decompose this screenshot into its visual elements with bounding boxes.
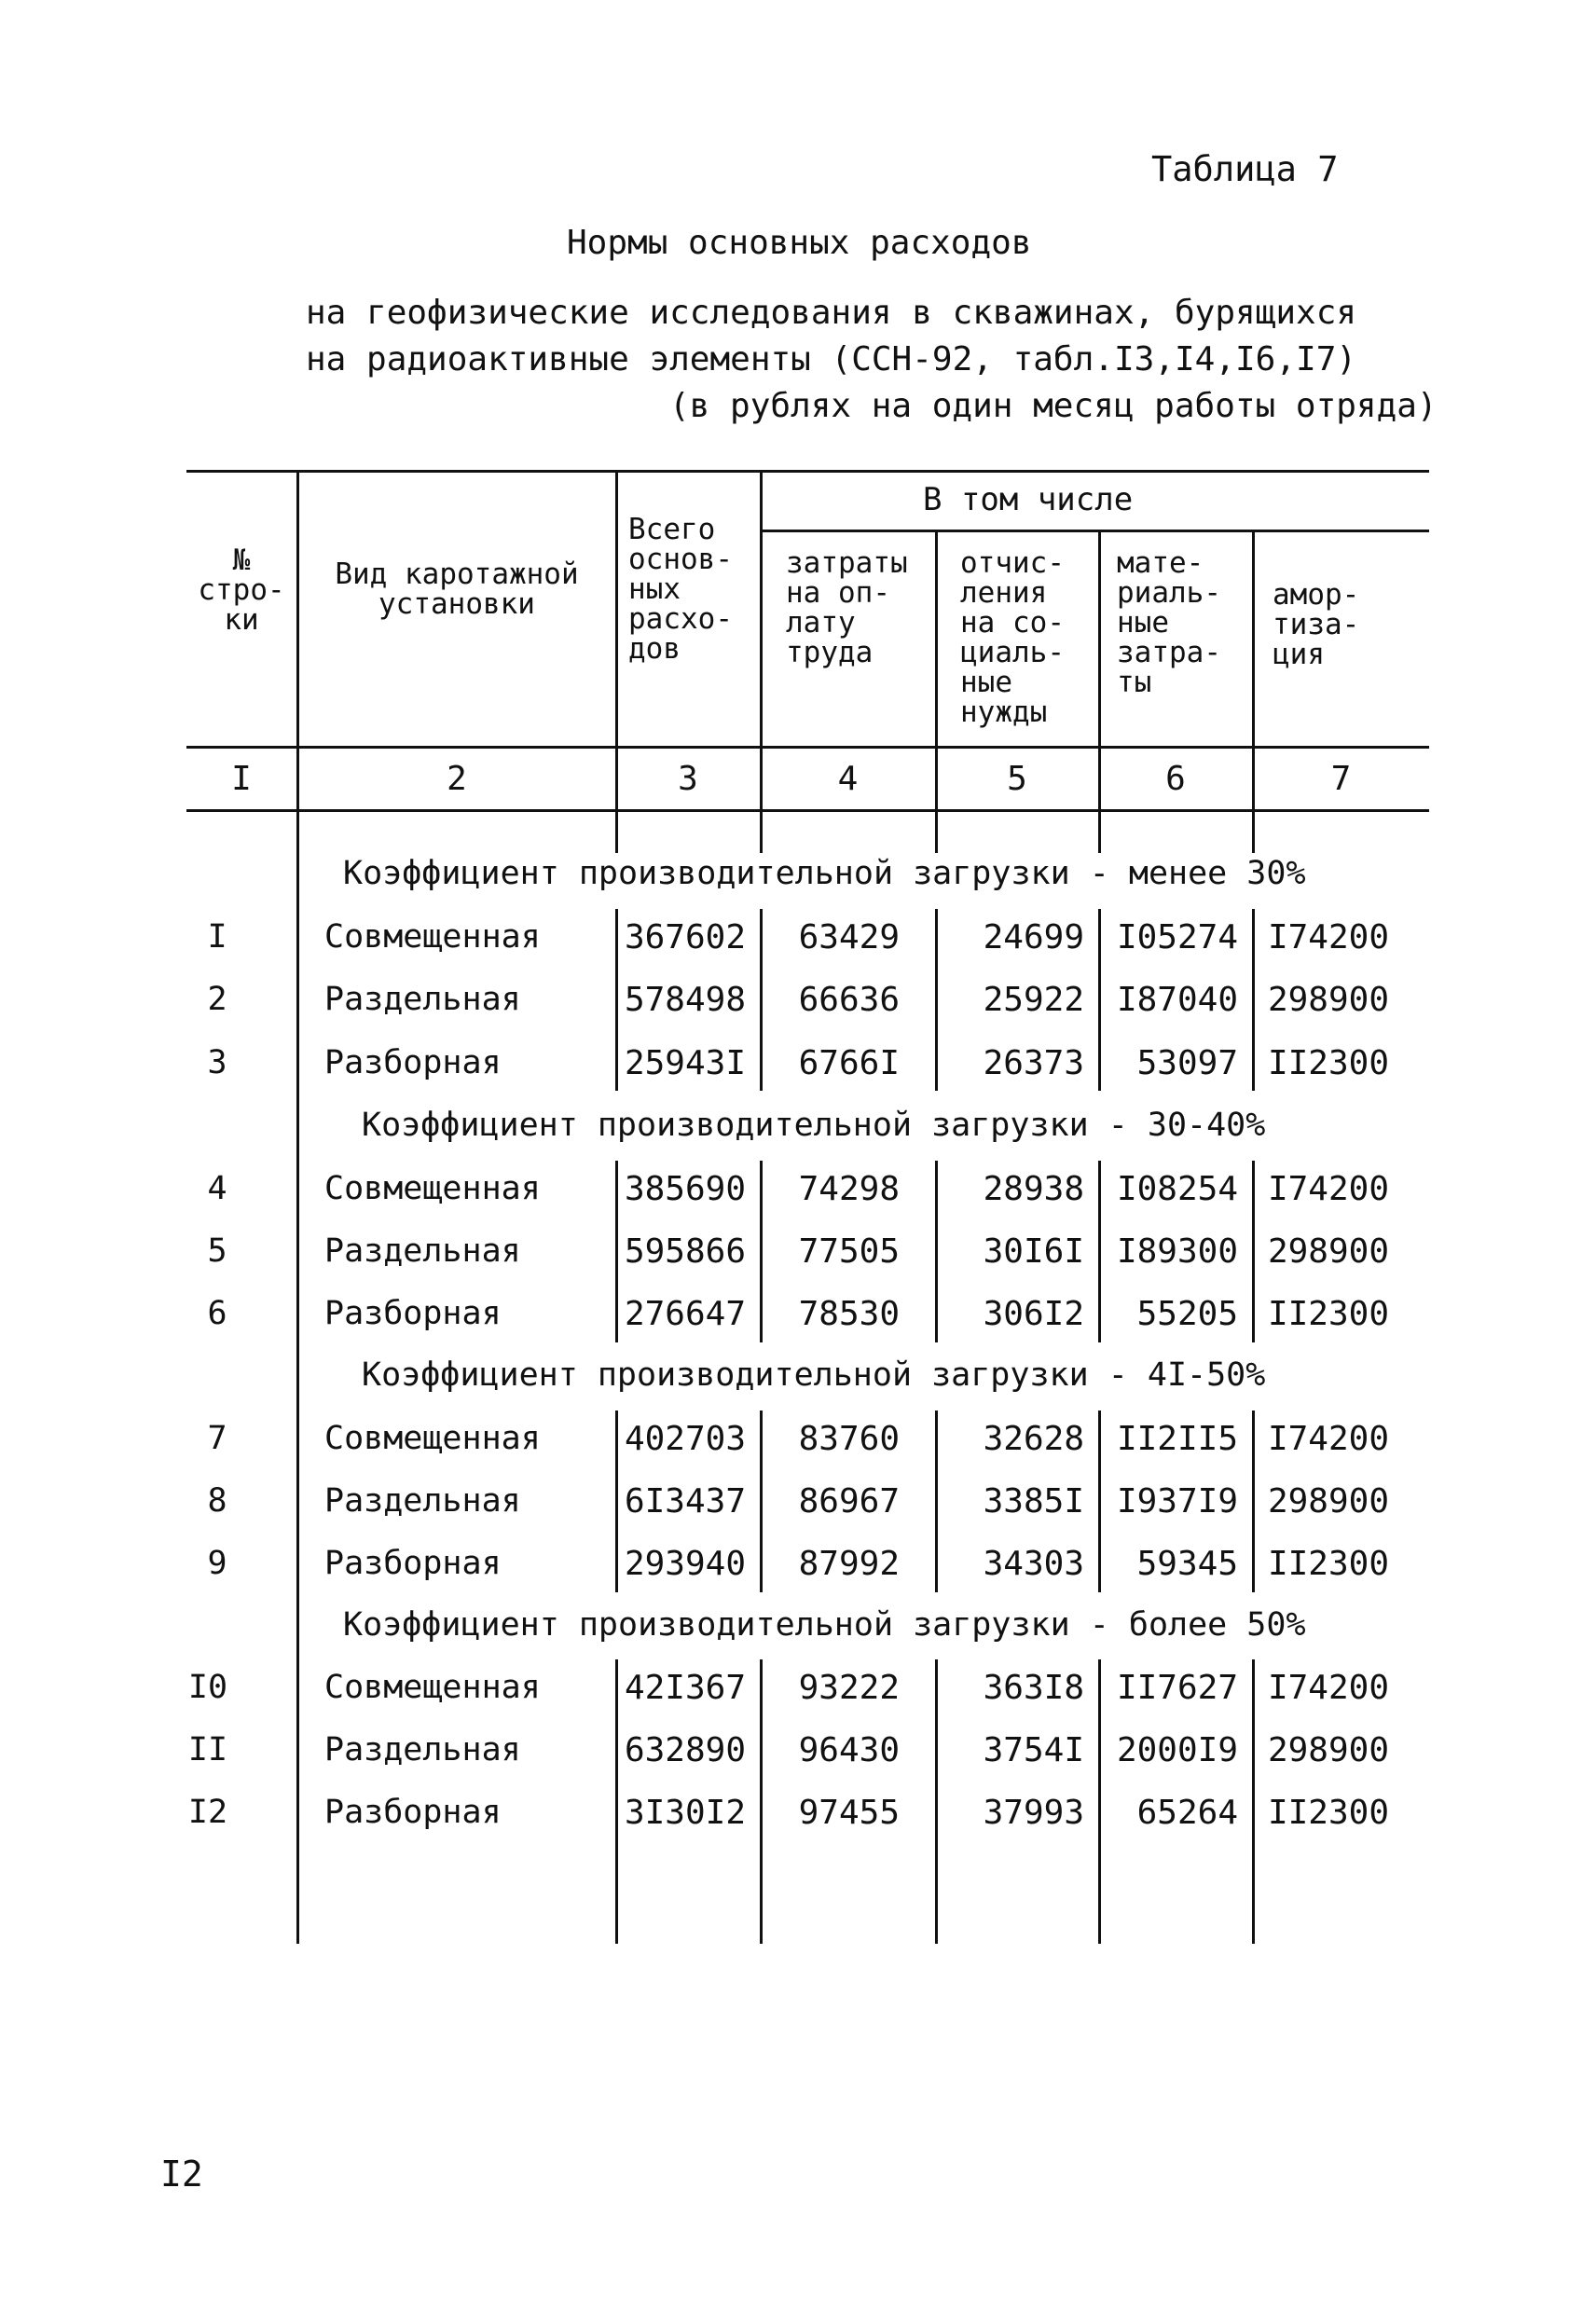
row-name: Совмещенная [324,918,541,956]
cell-amort: II2300 [1267,1044,1389,1082]
page-number: I2 [160,2154,203,2195]
cell-social: 25922 [983,981,1084,1019]
cell-total: 595866 [624,1232,746,1271]
cell-total: 367602 [624,918,746,956]
cell-labor: 74298 [798,1170,900,1208]
cell-social: 32628 [983,1420,1084,1458]
row-name: Разборная [324,1794,502,1831]
title-line-4: (в рублях на один месяц работы отряда) [669,387,1438,425]
column-separator [935,1846,938,1944]
cell-material: I937I9 [1116,1482,1238,1521]
row-name: Совмещенная [324,1170,541,1207]
cell-material: I05274 [1116,918,1238,956]
cell-social: 28938 [983,1170,1084,1208]
cell-labor: 6766I [798,1044,900,1082]
row-name: Совмещенная [324,1420,541,1457]
cell-amort: 298900 [1267,981,1389,1019]
cell-total: 3I30I2 [624,1794,746,1832]
row-number: 9 [207,1545,227,1582]
cell-amort: I74200 [1267,1669,1389,1707]
cell-amort: 298900 [1267,1731,1389,1769]
section-title: Коэффициент производительной загрузки - 4I-50% [362,1356,1266,1394]
cell-amort: 298900 [1267,1482,1389,1521]
cell-social: 363I8 [983,1669,1084,1707]
colnum-4: 4 [837,760,859,798]
header-sep-1 [296,470,299,811]
row-name: Раздельная [324,1731,521,1768]
cell-amort: II2300 [1267,1794,1389,1832]
cell-labor: 83760 [798,1420,900,1458]
cell-total: 385690 [624,1170,746,1208]
colnum-3: 3 [678,760,698,798]
row-name: Раздельная [324,981,521,1018]
cell-social: 30I6I [983,1232,1084,1271]
row-number: II [187,1731,228,1768]
row-number: I0 [187,1669,228,1706]
column-separator [615,811,618,853]
cell-material: I89300 [1116,1232,1238,1271]
header-col4: затраты на оп- лату труда [786,546,908,669]
colnum-7: 7 [1330,760,1352,798]
column-separator [760,811,763,853]
row-number: I2 [187,1794,228,1831]
cell-material: I08254 [1116,1170,1238,1208]
row-name: Раздельная [324,1482,521,1520]
column-separator [1252,1846,1255,1944]
cell-social: 306I2 [983,1295,1084,1333]
row-name: Разборная [324,1295,502,1332]
table-label: Таблица 7 [1151,149,1339,189]
cell-total: 293940 [624,1545,746,1583]
header-col7: амор- тиза- ция [1273,578,1360,671]
cell-material: II7627 [1116,1669,1238,1707]
group-under-rule [760,530,1429,532]
row-name: Разборная [324,1545,502,1582]
row-number: 8 [207,1482,227,1520]
column-separator [1252,811,1255,853]
column-separator [615,1846,618,1944]
cell-total: 42I367 [624,1669,746,1707]
row-number: I [207,918,227,956]
cell-material: 59345 [1136,1545,1238,1583]
cell-labor: 77505 [798,1232,900,1271]
cell-material: I87040 [1116,981,1238,1019]
cell-social: 26373 [983,1044,1084,1082]
cell-amort: II2300 [1267,1545,1389,1583]
cell-material: 53097 [1136,1044,1238,1082]
title-line-2: на геофизические исследования в скважинах, бурящихся [306,294,1357,332]
cell-total: 402703 [624,1420,746,1458]
row-name: Совмещенная [324,1669,541,1706]
cell-total: 25943I [624,1044,746,1082]
title-line-3: на радиоактивные элементы (ССН-92, табл.I3,I4,I6,I7) [306,340,1357,378]
cell-amort: I74200 [1267,1420,1389,1458]
cell-total: 632890 [624,1731,746,1769]
row-number: 4 [207,1170,227,1207]
cell-amort: II2300 [1267,1295,1389,1333]
row-number: 7 [207,1420,227,1457]
cell-labor: 87992 [798,1545,900,1583]
column-separator [1098,1846,1101,1944]
header-col6: мате- риаль- ные затра- ты [1117,546,1221,699]
colnum-2: 2 [447,760,467,798]
cell-total: 578498 [624,981,746,1019]
title-line-1: Нормы основных расходов [567,224,1032,262]
column-separator [935,811,938,853]
section-title: Коэффициент производительной загрузки - менее 30% [343,855,1306,892]
header-col5: отчис- ления на со- циаль- ные нужды [960,546,1065,729]
cell-amort: I74200 [1267,918,1389,956]
cell-labor: 93222 [798,1669,900,1707]
cell-amort: I74200 [1267,1170,1389,1208]
cell-social: 34303 [983,1545,1084,1583]
cell-material: 65264 [1136,1794,1238,1832]
colnum-1: I [231,760,252,798]
row-number: 5 [207,1232,227,1270]
cell-amort: 298900 [1267,1232,1389,1271]
cell-material: II2II5 [1116,1420,1238,1458]
section-title: Коэффициент производительной загрузки - более 50% [343,1606,1306,1644]
table-top-rule [186,470,1429,473]
row-number: 2 [207,981,227,1018]
cell-material: 55205 [1136,1295,1238,1333]
header-bottom-rule [186,746,1429,749]
header-col2: Вид каротажной установки [335,557,579,621]
header-col1: № стро- ки [198,544,285,637]
cell-labor: 66636 [798,981,900,1019]
colnum-6: 6 [1165,760,1186,798]
numbers-bottom-rule [186,809,1429,812]
header-group: В том числе [923,481,1134,518]
column-separator [760,1846,763,1944]
cell-labor: 63429 [798,918,900,956]
cell-material: 2000I9 [1116,1731,1238,1769]
cell-social: 3754I [983,1731,1084,1769]
cell-social: 24699 [983,918,1084,956]
header-col3: Всего основ- ных расхо- дов [628,513,733,666]
column-separator [1098,811,1101,853]
cell-labor: 78530 [798,1295,900,1333]
cell-labor: 97455 [798,1794,900,1832]
cell-social: 3385I [983,1482,1084,1521]
row-number: 3 [207,1044,227,1081]
row-number: 6 [207,1295,227,1332]
row-name: Раздельная [324,1232,521,1270]
row-name: Разборная [324,1044,502,1081]
section-title: Коэффициент производительной загрузки - 30-40% [362,1107,1266,1144]
colnum-5: 5 [1007,760,1027,798]
cell-total: 276647 [624,1295,746,1333]
cell-labor: 86967 [798,1482,900,1521]
cell-total: 6I3437 [624,1482,746,1521]
cell-social: 37993 [983,1794,1084,1832]
cell-labor: 96430 [798,1731,900,1769]
body-sep-left [296,811,299,1944]
